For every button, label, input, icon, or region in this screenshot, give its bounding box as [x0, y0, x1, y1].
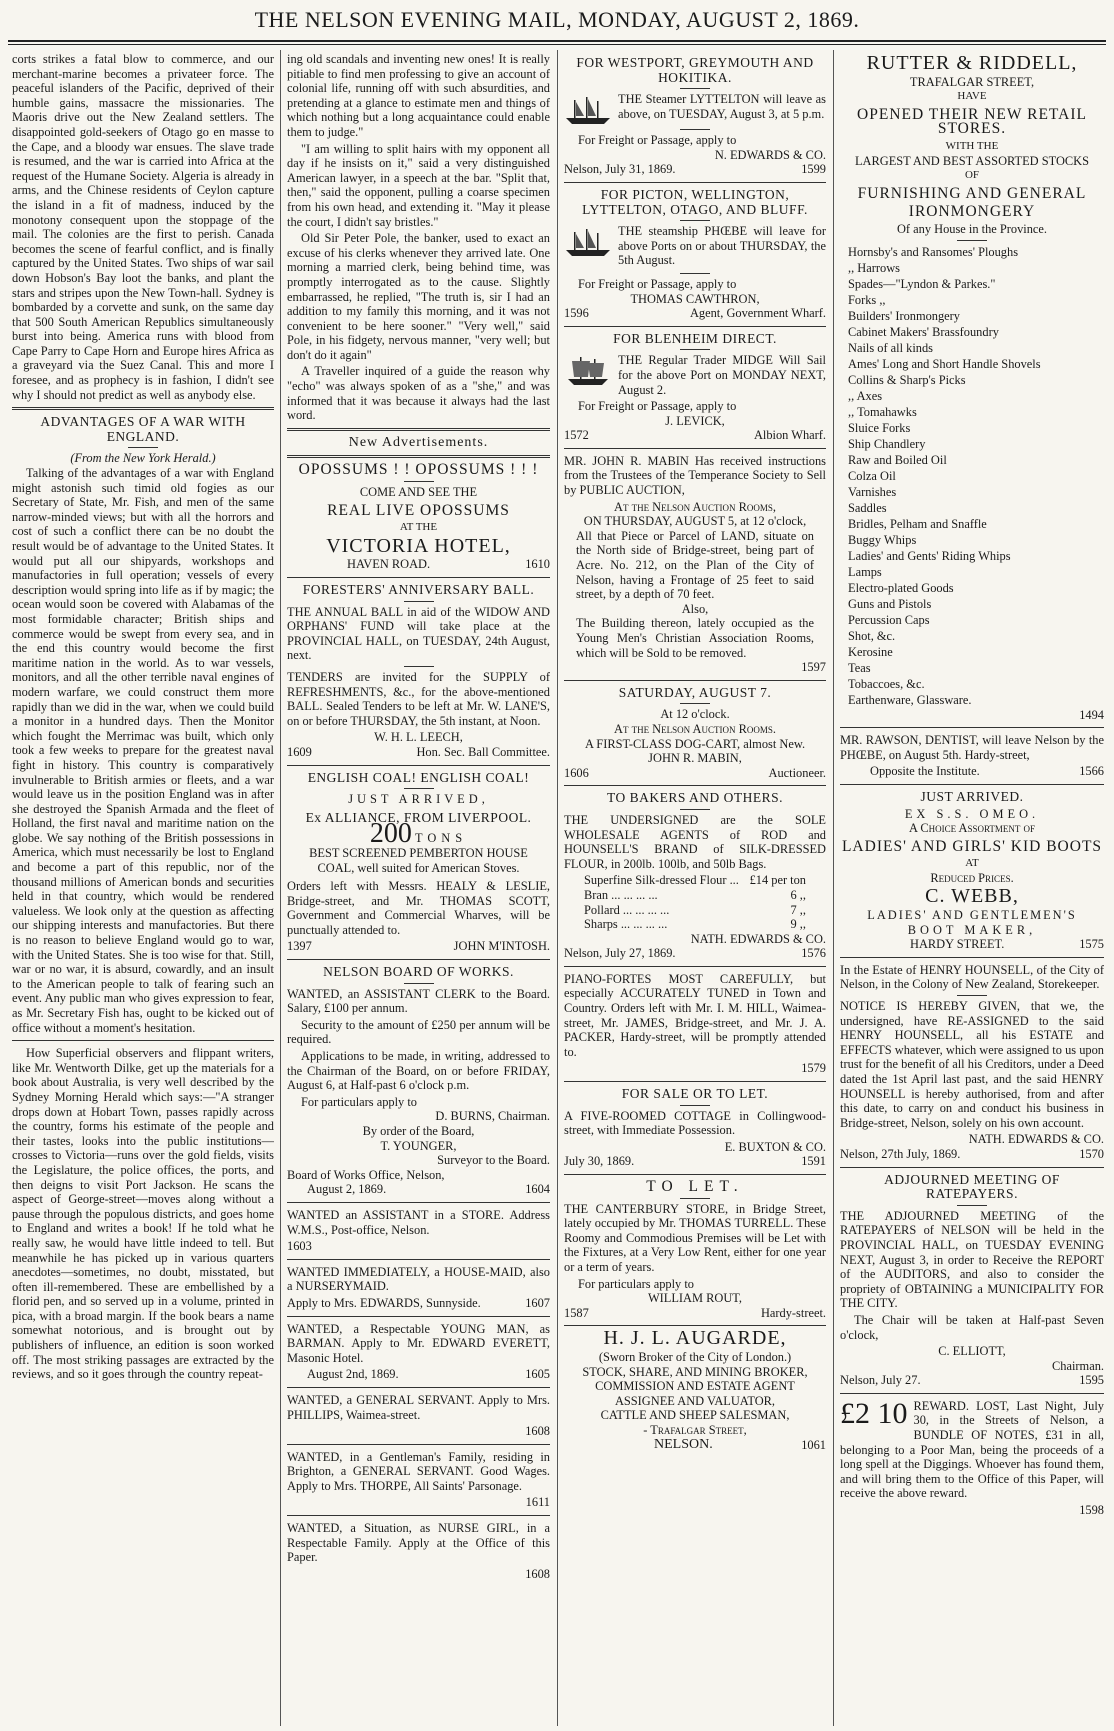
- column-1: [12, 52, 274, 1724]
- ad-text: THE ANNUAL BALL in aid of the WIDOW AND ORPHANS' FUND will take place at the PROVINCIAL HALL, on TUESDAY, 24th August, next.: [287, 604, 550, 663]
- ad-number: 1610: [525, 557, 550, 572]
- ad-text: (Sworn Broker of the City of London.): [598, 1349, 792, 1364]
- ad-number: 1587: [564, 1305, 589, 1320]
- ad-text: HAVE: [957, 90, 987, 103]
- sailing-ship-icon: [564, 355, 612, 387]
- ad-text: For particulars apply to: [578, 1276, 694, 1291]
- flour-price: 7 ,,: [790, 902, 806, 917]
- ad-text: Apply to Mrs. EDWARDS, Sunnyside.: [287, 1295, 481, 1310]
- ad-text: WANTED, an ASSISTANT CLERK to the Board. Salary, £100 per annum.: [287, 986, 550, 1016]
- ad-text: STOCK, SHARE, AND MINING BROKER,: [582, 1364, 808, 1379]
- ad-heading: ADJOURNED MEETING OF RATEPAYERS.: [884, 1171, 1060, 1202]
- ad-heading: FOR SALE OR TO LET.: [621, 1086, 769, 1102]
- ironmongery-item: ,, Harrows: [848, 260, 900, 275]
- ad-number: 1606: [564, 765, 589, 780]
- ad-text: ASSIGNEE AND VALUATOR,: [614, 1393, 776, 1408]
- masthead-rule: [8, 40, 1106, 42]
- ad-number: 1604: [525, 1182, 550, 1197]
- ad-text: JUST ARRIVED,: [348, 792, 489, 807]
- anecdote: "I am willing to split hairs with my opponent all day if he insists on it," said a very distinguished American lawyer, in a speech at the bar. "Split that, then," said the opponent, pulling a coarse specimen from his own head, and extending it. "May it please the court, I didn't say bristles.": [287, 141, 550, 229]
- article-continuation: corts strikes a fatal blow to commerce, and our merchant-marine becomes a privateer force. The peaceful islanders of the Pacific, deprived of their humble gains, massacre the missionaries. The Maoris drive out the New Zealand settlers. The disappointed gold-seekers of Otago go en masse to the Cape, and a bloody war ensues. The slave trade is resumed, and the war is carried into Africa at the request of the Humane Society. Algeria is already in arms, and the Chinese residents of Ceylon capture the island in a fit of madness, induced by the monotony consequent upon the stoppage of the mail. The colonies are the first to perish. Canada becomes the scene of fearful conflict, and is finally captured by the United States. Two ships of war sail down Hobson's Bay loot the banks, and plant the stars and stripes upon the New Town-hall. Sydney is bombarded by a corvette and sunk, on the same day that 500 South American Republics simultaneously burst into being. America runs with blood from Cape Parry to Cape Horn and Europe hires Africa as a graveyard via the Suez Canal. This and more I foresee, and as prophecy is in fashion, I didn't see why I should not predict as well as anybody else.: [12, 52, 274, 402]
- flour-price: £14 per ton: [749, 873, 806, 888]
- ad-number: 1598: [1079, 1503, 1104, 1518]
- ad-text: REAL LIVE OPOSSUMS: [327, 501, 510, 519]
- flour-item: Pollard ... ... ... ...: [584, 902, 670, 917]
- ad-signature: NATH. EDWARDS & CO.: [690, 931, 826, 946]
- ironmongery-item: Ladies' and Gents' Riding Whips: [848, 548, 1011, 563]
- ad-signature: JOHN R. MABIN,: [648, 751, 742, 766]
- ad-text: Board of Works Office, Nelson,: [287, 1167, 445, 1182]
- ad-text: THE Regular Trader MIDGE Will Sail for the above Port on MONDAY NEXT, August 2.: [618, 353, 826, 397]
- ad-text: AT: [965, 857, 979, 870]
- ad-text: - Trafalgar Street,: [643, 1422, 747, 1437]
- ad-signature: D. BURNS, Chairman.: [435, 1109, 550, 1124]
- ad-heading: OPENED THEIR NEW RETAIL STORES.: [857, 105, 1087, 138]
- ad-signature: E. BUXTON & CO.: [724, 1139, 826, 1154]
- ironmongery-item: ,, Axes: [848, 388, 883, 403]
- masthead-title: THE NELSON EVENING MAIL, MONDAY, AUGUST 2, 1869.: [254, 7, 860, 32]
- ad-text: Of any House in the Province.: [896, 221, 1048, 236]
- column-2: [287, 52, 550, 1724]
- ad-text: LADIES' AND GENTLEMEN'S: [867, 908, 1077, 923]
- ad-text: COMMISSION AND ESTATE AGENT: [595, 1379, 795, 1394]
- ad-heading: FORESTERS' ANNIVERSARY BALL.: [302, 582, 535, 597]
- ad-text: ON THURSDAY, AUGUST 5, at 12 o'clock,: [583, 514, 807, 529]
- ad-heading: IRONMONGERY: [908, 203, 1036, 221]
- ad-text: TENDERS are invited for the SUPPLY of REFRESHMENTS, &c., for the above-mentioned BALL. Sealed Tenders to be left at Mr. W. LANE'S, on or before THURSDAY, the 5th instant, at Noon.: [287, 669, 550, 728]
- ironmongery-item: ,, Tomahawks: [848, 404, 917, 419]
- ad-text: August 2, 1869.: [307, 1182, 387, 1197]
- ad-signature: JOHN M'INTOSH.: [453, 939, 550, 954]
- ad-text: All that Piece or Parcel of LAND, situate on the North side of Bridge-street, being part of Acre. No. 212, on the Plan of the City of Nelson, having a Frontage of 25 feet to said street, by a depth of 70 feet.: [576, 528, 814, 602]
- ad-signature: THOMAS CAWTHRON,: [630, 291, 760, 306]
- ad-text: HAVEN ROAD.: [347, 557, 431, 572]
- ad-number: 1591: [801, 1154, 826, 1169]
- ad-heading: NELSON BOARD OF WORKS.: [323, 964, 514, 980]
- ad-number: 1575: [1079, 937, 1104, 952]
- ad-text: Chairman.: [1052, 1358, 1104, 1373]
- column-divider: [557, 50, 558, 1726]
- steamship-icon: [564, 226, 612, 258]
- ad-heading: ENGLISH COAL! ENGLISH COAL!: [307, 769, 530, 785]
- ad-text: A FIRST-CLASS DOG-CART, almost New.: [584, 736, 806, 751]
- ad-heading: SATURDAY, AUGUST 7.: [618, 684, 772, 700]
- ad-text: NOTICE IS HEREBY GIVEN, that we, the undersigned, have RE-ASSIGNED to the said HENRY HOUNSELL, all his ESTATE and EFFECTS whatever, which were assigned to us upon trust for the benefit of all his Creditors, under a Deed dated the 1st April last past, and the said HENRY HOUNSELL is hereby authorised, from and after this date, to carry on and conduct his business in Bridge-street, Nelson, solely on his own account.: [840, 999, 1104, 1130]
- flour-item: Sharps ... ... ... ...: [584, 917, 668, 932]
- ad-heading: FURNISHING AND GENERAL: [857, 184, 1087, 202]
- ad-text: Orders left with Messrs. HEALY & LESLIE, Bridge-street, and Mr. THOMAS SCOTT, Government and Commercial Wharves, will be punctually attended to.: [287, 879, 550, 937]
- ad-text: Auctioneer.: [768, 765, 826, 780]
- ad-number: 1611: [525, 1495, 550, 1510]
- ad-quantity: 200: [369, 818, 412, 850]
- ad-webb-title: C. WEBB,: [925, 885, 1019, 908]
- ad-text: Nelson, July 27, 1869.: [564, 946, 676, 961]
- ad-text: August 2nd, 1869.: [307, 1367, 399, 1382]
- ironmongery-item: Bridles, Pelham and Snaffle: [848, 516, 987, 531]
- article-heading: ADVANTAGES OF A WAR WITH ENGLAND.: [40, 414, 246, 444]
- ironmongery-item: Nails of all kinds: [848, 340, 934, 355]
- ad-text: BOOT MAKER,: [907, 922, 1037, 937]
- ad-number: 1605: [525, 1367, 550, 1382]
- ironmongery-list: [840, 244, 1104, 708]
- ad-text: WANTED, in a Gentleman's Family, residing in Brighton, a GENERAL SERVANT. Good Wages. Apply to Mrs. THORPE, All Saints' Parsonage.: [287, 1449, 550, 1493]
- ironmongery-item: Raw and Boiled Oil: [848, 452, 947, 467]
- ad-opossums-title: OPOSSUMS ! ! OPOSSUMS ! ! !: [298, 461, 539, 479]
- ironmongery-item: Buggy Whips: [848, 532, 917, 547]
- article-continuation: ing old scandals and inventing new ones! It is really pitiable to find men professing to give an account of colonial life, running off with such absurdities, and pretending at a glance to estimate men and things of which nothing but a long acquaintance could enable them to judge.": [287, 52, 550, 139]
- masthead-rule-thin: [8, 44, 1106, 45]
- ad-signature: T. YOUNGER,: [380, 1138, 457, 1153]
- ironmongery-item: Builders' Ironmongery: [848, 308, 961, 323]
- ad-text: Ex ALLIANCE, FROM LIVERPOOL.: [305, 809, 532, 825]
- ad-signature: N. EDWARDS & CO.: [714, 147, 826, 162]
- ironmongery-item: Collins & Sharp's Picks: [848, 372, 966, 387]
- ironmongery-item: Lamps: [848, 564, 882, 579]
- ad-text: The Building thereon, lately occupied as the Young Men's Christian Association Rooms, which will be Sold to be removed.: [576, 616, 814, 660]
- ad-text: COME AND SEE THE: [359, 485, 478, 500]
- column-divider: [833, 50, 834, 1726]
- ad-text: Also,: [681, 601, 709, 616]
- ad-text: THE CANTERBURY STORE, in Bridge Street, lately occupied by Mr. THOMAS TURRELL. These Roomy and Commodious Premises will be Let with the Fixtures, at a Very Low Rent, either for one year or a term of years.: [564, 1201, 826, 1274]
- ad-rutter-title: RUTTER & RIDDELL,: [866, 52, 1078, 74]
- ad-text: July 30, 1869.: [564, 1154, 635, 1169]
- ad-number: 1608: [525, 1566, 550, 1581]
- ad-signature: C. ELLIOTT,: [938, 1344, 1006, 1359]
- ironmongery-item: Cabinet Makers' Brassfoundry: [848, 324, 999, 339]
- ad-number: 1576: [801, 946, 826, 961]
- ad-number: 1599: [801, 162, 826, 177]
- ironmongery-item: Tobaccoes, &c.: [848, 676, 925, 691]
- ad-text: Nelson, July 31, 1869.: [564, 162, 676, 177]
- ad-text: A FIVE-ROOMED COTTAGE in Collingwood-street, with Immediate Possession.: [564, 1108, 826, 1138]
- ad-number: 1566: [1079, 764, 1104, 779]
- ad-text: PIANO-FORTES MOST CAREFULLY, but especially ACCURATELY TUNED in Town and Country. Orders left with Mr. I. M. HILL, Waimea-street, Mr. JAMES, Bridge-street, and Mr. J. A. PACKER, Hardy-street, will be promptly attended to.: [564, 971, 826, 1059]
- ad-signature: NATH. EDWARDS & CO.: [968, 1132, 1104, 1147]
- ad-number: 1570: [1079, 1146, 1104, 1161]
- ad-text: By order of the Board,: [362, 1124, 475, 1138]
- ad-text: NELSON.: [654, 1436, 713, 1452]
- ironmongery-item: Ship Chandlery: [848, 436, 926, 451]
- ad-number: 1607: [525, 1295, 550, 1310]
- article-body: Talking of the advantages of a war with England might astonish such timid old fogies as our Secretary of State, Mr. Fish, and men of the same narrow-minded views; but with all the horrors and cost of such a conflict there can be no doubt the result would be of advantage to the United States. It would put all our shipyards, workshops and manufactories in full operation; vessels of every description would spring into life as if by magic; the ocean would soon be covered with Alabamas of the most formidable character; British ships and commerce would be swept from every sea, and in the end this country would become the first maritime nation in the world. As to war vessels, monitors, and all the other terrible naval engines of modern warfare, we could construct them more rapidly than we did in the war, when we could build a monitor in a hundred days. Then the Monitor which fought the Merrimac was built, which only took a few weeks to prepare for the greatest naval fight in history. This country is comparatively invulnerable to British armies or fleets, and a war would leave us in the position England was in after she destroyed the Spanish Armada and the fleet of Holland, the first naval and maritime nation on the globe. We say nothing of the British possessions in America, which must necessarily be lost to England and become a part of this republic, nor of the thousand millions of American bonds and securities held in that country, which would be rendered valueless. We look only at the question as affecting our shipping interests and manufactories. But there is no reason to believe England would go to war, with the United States. She is too wise for that. Still, war or no war, it is absurd, cowardly, and an insult to the American people to talk of fearing such an event. Any public man who gives expression to fear, as Mr. Secretary Fish has, ought to be kicked out of office without a moment's hesitation.: [12, 466, 274, 1035]
- ad-number: 1603: [287, 1239, 312, 1254]
- ad-text: MR. JOHN R. MABIN Has received instructions from the Trustees of the Temperance Society to Sell by PUBLIC AUCTION,: [564, 453, 826, 498]
- ad-text: REWARD. LOST, Last Night, July 30, in the Streets of Nelson, a BUNDLE OF NOTES, £31 in all, belonging to a Poor Man, being the proceeds of a long spell at the Diggings. Whoever has found them, and will bring them to the Office of this Paper, will receive the above reward.: [840, 1398, 1104, 1501]
- ad-text: Agent, Government Wharf.: [689, 306, 826, 321]
- ironmongery-item: Sluice Forks: [848, 420, 911, 435]
- ad-heading: TO LET.: [646, 1178, 744, 1195]
- ad-text: THE ADJOURNED MEETING of the RATEPAYERS of NELSON will be held in the PROVINCIAL HALL, on TUESDAY EVENING NEXT, August 3, in order to Receive the REPORT of the AUDITORS, and also to consider the propriety of OBTAINING a MUNICIPALITY FOR THE CITY.: [840, 1208, 1104, 1311]
- ad-augarde-title: H. J. L. AUGARDE,: [603, 1327, 787, 1350]
- ad-text: At the Nelson Auction Rooms.: [614, 721, 776, 736]
- ad-text: Reduced Prices.: [930, 870, 1014, 885]
- ad-number: 1597: [801, 660, 826, 675]
- ad-text: Surveyor to the Board.: [437, 1153, 550, 1168]
- ad-heading: FOR WESTPORT, GREYMOUTH AND HOKITIKA.: [576, 55, 814, 85]
- ironmongery-item: Forks ,,: [848, 292, 886, 307]
- ad-text: Opposite the Institute.: [870, 764, 980, 779]
- ad-text: MR. RAWSON, DENTIST, will leave Nelson by the PHŒBE, on August 5th. Hardy-street,: [840, 733, 1104, 762]
- ironmongery-item: Percussion Caps: [848, 612, 930, 627]
- ironmongery-item: Electro-plated Goods: [848, 580, 954, 595]
- ad-text: OF: [964, 169, 980, 182]
- flour-item: Superfine Silk-dressed Flour ...: [584, 873, 739, 888]
- ad-text: Albion Wharf.: [753, 428, 826, 443]
- ad-text: TONS: [414, 831, 468, 846]
- ad-heading: TO BAKERS AND OTHERS.: [606, 790, 784, 806]
- ad-text: BEST SCREENED PEMBERTON HOUSE: [309, 845, 528, 860]
- ad-text: For Freight or Passage, apply to: [578, 276, 737, 291]
- ad-text: Nelson, July 27.: [840, 1373, 921, 1388]
- ad-number: 1596: [564, 306, 589, 321]
- column-3: [564, 52, 826, 1724]
- column-divider: [280, 50, 281, 1726]
- ironmongery-item: Ames' Long and Short Handle Shovels: [848, 356, 1041, 371]
- ad-text: WANTED, a Respectable YOUNG MAN, as BARMAN. Apply to Mr. EDWARD EVERETT, Masonic Hotel.: [287, 1321, 550, 1365]
- ad-text: Hardy-street.: [760, 1305, 826, 1320]
- ad-text: Applications to be made, in writing, addressed to the Chairman of the Board, on or before FRIDAY, August 6, at Half-past 6 o'clock p.m.: [287, 1049, 550, 1093]
- ad-number: 1609: [287, 744, 312, 759]
- ad-text: COAL, well suited for American Stoves.: [317, 860, 520, 875]
- ad-text: THE Steamer LYTTELTON will leave as above, on TUESDAY, August 3, at 5 p.m.: [618, 92, 826, 121]
- ad-heading: FOR BLENHEIM DIRECT.: [613, 330, 777, 346]
- ad-text: CATTLE AND SHEEP SALESMAN,: [600, 1408, 790, 1423]
- ad-text: At the Nelson Auction Rooms,: [614, 499, 776, 514]
- ironmongery-item: Spades—"Lyndon & Parkes.": [848, 276, 996, 291]
- ad-heading: LADIES' AND GIRLS' KID BOOTS: [841, 837, 1103, 855]
- ad-victoria-hotel: VICTORIA HOTEL,: [326, 534, 511, 557]
- ad-text: For Freight or Passage, apply to: [578, 399, 737, 414]
- ad-text: WANTED an ASSISTANT in a STORE. Address W.M.S., Post-office, Nelson.: [287, 1207, 550, 1237]
- ironmongery-item: Kerosine: [848, 644, 893, 659]
- ad-text: WANTED IMMEDIATELY, a HOUSE-MAID, also a NURSERYMAID.: [287, 1264, 550, 1294]
- article-source: (From the New York Herald.): [70, 451, 216, 466]
- column-4: [840, 52, 1104, 1724]
- ad-number: 1608: [525, 1424, 550, 1439]
- steamship-icon: [564, 94, 612, 126]
- flour-price: 9 ,,: [790, 917, 806, 932]
- ad-heading: FOR PICTON, WELLINGTON, LYTTELTON, OTAGO, AND BLUFF.: [582, 186, 808, 217]
- ironmongery-item: Teas: [848, 660, 871, 675]
- ad-text: For Freight or Passage, apply to: [578, 133, 737, 148]
- ad-text: HARDY STREET.: [910, 937, 1005, 952]
- ad-number: 1397: [287, 939, 312, 954]
- ad-signature: W. H. L. LEECH,: [374, 730, 463, 745]
- ad-number: 1494: [1079, 707, 1104, 722]
- ad-text: AT THE: [399, 521, 438, 534]
- ad-text: The Chair will be taken at Half-past Seven o'clock,: [840, 1312, 1104, 1342]
- ad-number: 1061: [801, 1437, 826, 1452]
- ad-text: EX S.S. OMEO.: [904, 806, 1040, 821]
- ad-reward-amount: £2 10: [840, 1396, 908, 1430]
- ironmongery-item: Guns and Pistols: [848, 596, 932, 611]
- ad-text: For particulars apply to: [301, 1094, 417, 1109]
- ironmongery-item: Saddles: [848, 500, 887, 515]
- flour-price: 6 ,,: [790, 887, 806, 902]
- ad-text: WANTED, a Situation, as NURSE GIRL, in a Respectable Family. Apply at the Office of this Paper.: [287, 1521, 550, 1565]
- ironmongery-item: Earthenware, Glassware.: [848, 692, 972, 707]
- ad-signature: J. LEVICK,: [665, 413, 725, 428]
- ad-number: 1572: [564, 428, 589, 443]
- ad-text: In the Estate of HENRY HOUNSELL, of the City of Nelson, in the Colony of New Zealand, Storekeeper.: [840, 962, 1104, 992]
- article-body: How Superficial observers and flippant writers, like Mr. Wentworth Dilke, get up the materials for a book about Australia, is very well described by the Sydney Morning Herald which says:—"A stranger drops down at Hobart Town, passes rapidly across the country, forms his estimate of the people and their tastes, looks into the public institutions—crosses to Victoria—runs over the gold fields, visits the Legislature, the police offices, the ports, and then deigns to visit Port Jackson. He scans the aspect of George-street—moves along without a pause through the populous districts, and goes home to England and writes a book! If he told what he really saw, he would have little indeed to tell. But meanwhile he has picked up in various quarters anecdotes—sometimes, no doubt, misstated, but often ill-remembered. These are embellished by a florid pen, and so served up in a volume, printed in pica, with a broad margin. If the book bears a name somewhat notorious, and is brought out by publishers of influence, an edition is soon worked off. The most striking passages are extracted by the reviews, and so it goes through the country repeat-: [12, 1046, 274, 1382]
- ironmongery-item: Varnishes: [848, 484, 897, 499]
- ad-number: 1579: [801, 1061, 826, 1076]
- ad-text: WANTED, a GENERAL SERVANT. Apply to Mrs. PHILLIPS, Waimea-street.: [287, 1392, 550, 1422]
- anecdote: Old Sir Peter Pole, the banker, used to exact an excuse of his clerks whenever they arrived late. One morning a married clerk, being behind time, was promptly interrogated as to the cause. Slightly embarrassed, he replied, "The truth is, sir I had an addition to my family this morning, and it was not convenient to be here sooner." "Very well," said Pole, in his fidgety, nervous manner, "very well; but don't do it again": [287, 231, 550, 362]
- ad-number: 1595: [1079, 1373, 1104, 1388]
- ad-text: LARGEST AND BEST ASSORTED STOCKS: [854, 153, 1090, 168]
- ad-text: At 12 o'clock.: [660, 707, 730, 722]
- ad-text: TRAFALGAR STREET,: [909, 74, 1035, 89]
- ad-text: WITH THE: [945, 139, 999, 152]
- anecdote: A Traveller inquired of a guide the reason why "echo" was always spoken of as a "she," and was informed that it was because it always had the last word.: [287, 364, 550, 423]
- ad-text: A Choice Assortment of: [908, 821, 1036, 836]
- ad-signature: WILLIAM ROUT,: [647, 1291, 743, 1306]
- ironmongery-item: Hornsby's and Ransomes' Ploughs: [848, 244, 1019, 259]
- ironmongery-item: Colza Oil: [848, 468, 896, 483]
- ad-text: Hon. Sec. Ball Committee.: [416, 744, 550, 759]
- ad-text: Security to the amount of £250 per annum will be required.: [287, 1017, 550, 1047]
- ad-text: Nelson, 27th July, 1869.: [840, 1146, 961, 1161]
- ad-text: THE UNDERSIGNED are the SOLE WHOLESALE AGENTS of ROD and HOUNSELL'S BRAND of SILK-DRESSED FLOUR, in 200lb. 100lb, and 50lb Bags.: [564, 812, 826, 871]
- ironmongery-item: Shot, &c.: [848, 628, 896, 643]
- ad-heading: JUST ARRIVED.: [920, 788, 1024, 804]
- ad-text: THE steamship PHŒBE will leave for above Ports on or about THURSDAY, the 5th August.: [618, 224, 826, 268]
- section-heading: New Advertisements.: [348, 434, 489, 450]
- flour-item: Bran ... ... ... ...: [584, 887, 658, 902]
